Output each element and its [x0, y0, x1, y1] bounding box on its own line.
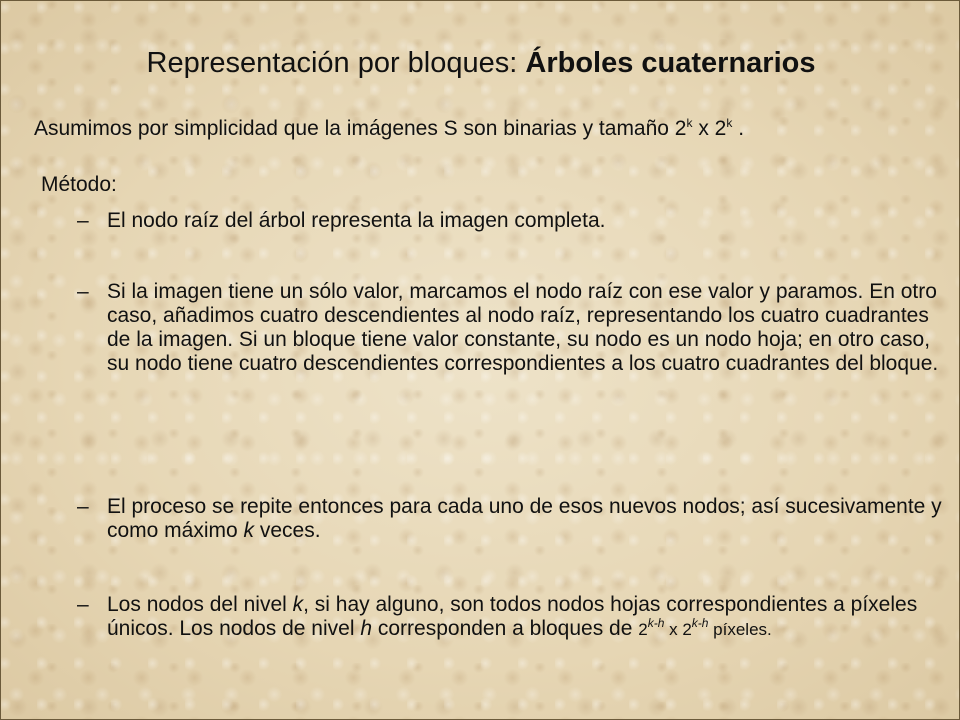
item4-exp1-text: k-h	[647, 616, 665, 630]
list-item-single-value	[77, 280, 957, 376]
item4-text-a: Los nodos del nivel	[107, 593, 293, 616]
item4-text-b: , si hay alguno, son todos nodos hojas correspondientes a píxeles únicos. Los nodos de nivel	[107, 593, 918, 640]
list-item-text: Si la imagen tiene un sólo valor, marcamos el nodo raíz con ese valor y paramos. En otro caso, añadimos cuatro descendientes al nodo raíz, representando los cuatro cuadrantes de la imagen. Si un bloque tiene valor constante, su nodo es un nodo hoja; en otro caso, su nodo tiene cuatro descendientes correspondientes a los cuatro cuadrantes del bloque.	[107, 280, 939, 375]
item4-h: h	[360, 617, 373, 640]
intro-exponent-1: k	[686, 116, 693, 130]
list-dash: –	[77, 495, 89, 518]
intro-end: .	[732, 117, 745, 140]
intro-times: x 2	[692, 117, 727, 140]
list-dash: –	[77, 209, 89, 232]
item4-exp2-text: k-h	[691, 616, 709, 630]
method-heading: Método:	[41, 173, 117, 196]
list-item-levels	[77, 593, 957, 642]
item4-exponent-1	[648, 616, 665, 630]
list-item-text: El nodo raíz del árbol representa la imagen completa.	[107, 209, 606, 232]
list-dash: –	[77, 593, 89, 616]
list-item-text	[107, 495, 957, 543]
title-prefix: Representación por bloques:	[146, 47, 526, 79]
intro-exponent-2: k	[726, 116, 733, 130]
list-dash: –	[77, 280, 89, 303]
item4-exponent-2	[692, 616, 709, 630]
slide-title	[1, 47, 960, 80]
intro-paragraph	[34, 117, 744, 141]
item4-base: 2	[638, 620, 648, 639]
title-emphasis: Árboles cuaternarios	[525, 47, 816, 79]
item4-k: k	[292, 593, 304, 616]
item4-end: píxeles.	[708, 620, 772, 639]
intro-text: Asumimos por simplicidad que la imágenes S son binarias y tamaño 2	[34, 117, 687, 140]
item3-k: k	[243, 519, 255, 542]
list-item-root-node	[77, 209, 957, 233]
item4-text-c: corresponden a bloques de	[372, 617, 639, 640]
item3-text-a: El proceso se repite entonces para cada uno de esos nuevos nodos; así sucesivamente y como máximo	[107, 495, 942, 542]
list-item-repeat-process	[77, 495, 957, 543]
item3-text-b: veces.	[254, 519, 321, 542]
list-item-text	[107, 593, 957, 642]
item4-times: x 2	[664, 620, 692, 639]
